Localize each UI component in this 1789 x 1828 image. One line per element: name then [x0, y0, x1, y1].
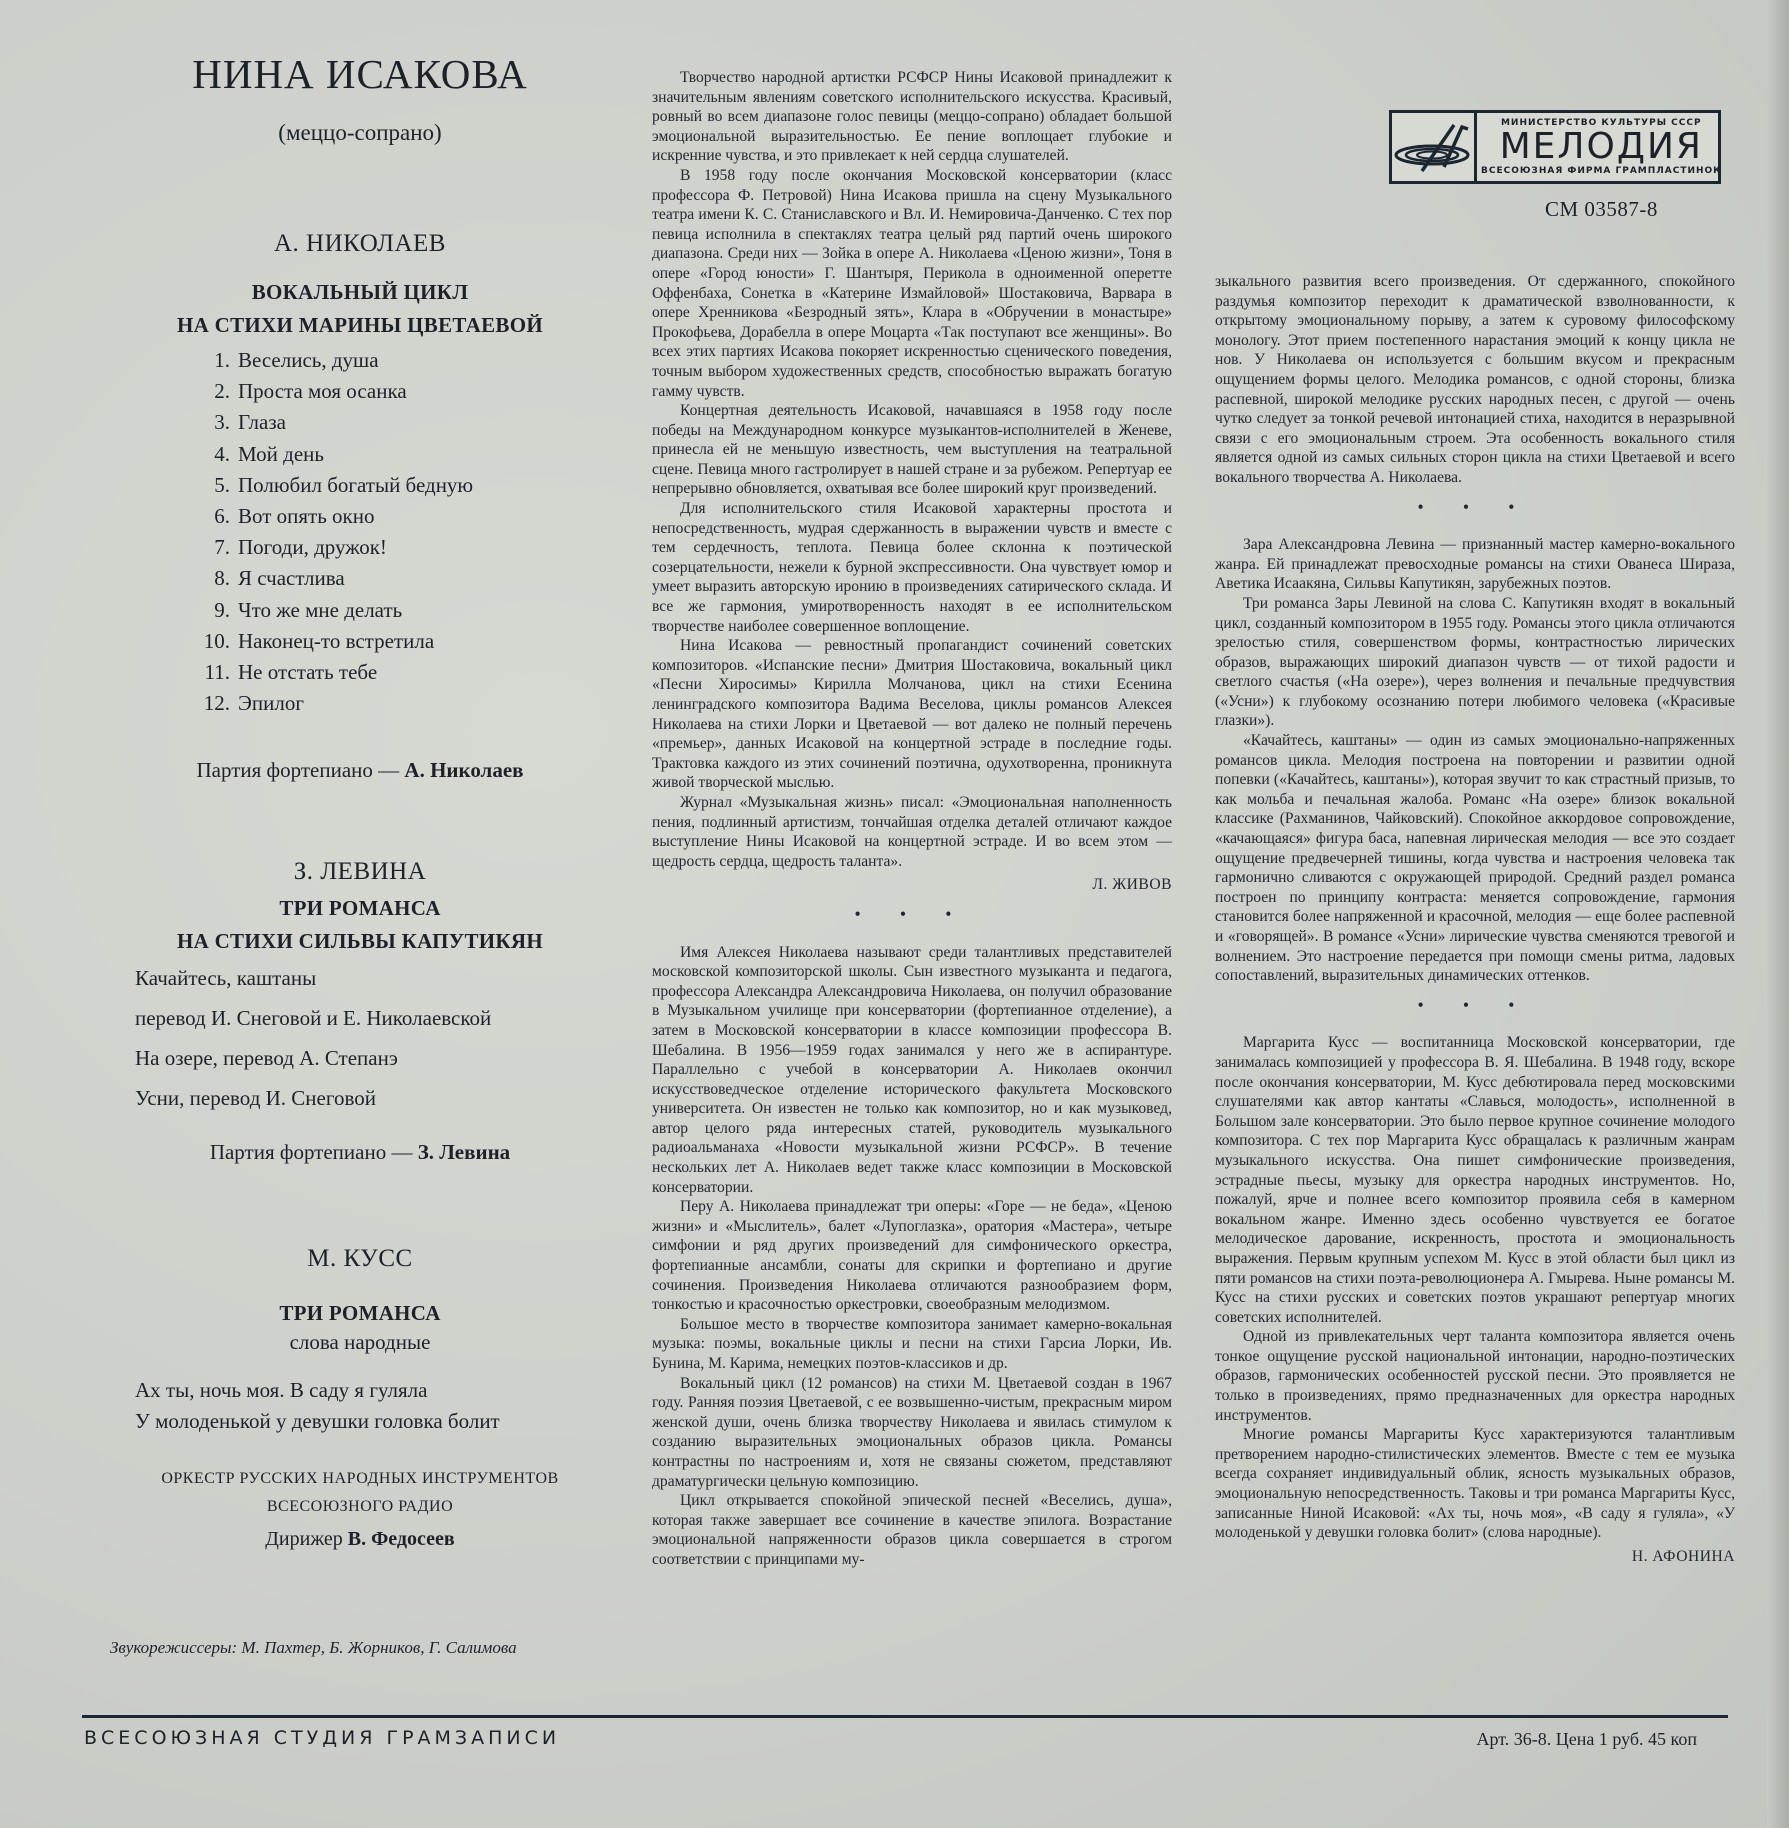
paragraph: Журнал «Музыкальная жизнь» писал: «Эмоциональная наполненность пения, подлинный артистизм, тончайшая отделка деталей отличают каждое выступление Нины Исаковой на концертной эстраде. И во всем этом — щедрость сердца, щедрость таланта». [652, 793, 1172, 870]
section-separator: • • • [1417, 996, 1533, 1014]
paragraph: Для исполнительского стиля Исаковой характерны простота и непосредственность, мудрая сдержанность в выражении чувств и вместе с тем сердечность, теплота. Певица более склонна к поэтической созерцательности, нежели к бурной экспрессивности. Она чувствует юмор и умеет выразить авторскую иронию в произведениях сатирического склада. И все же гармония, умиротворенность находят в ее исполнительском творчестве наиболее совершенное воплощение. [652, 500, 1172, 635]
lyrics-note: слова народные [289, 1330, 431, 1354]
track-item: 3. Глаза [214, 410, 286, 435]
track-item: 5. Полюбил богатый бедную [214, 472, 474, 497]
voice-type: (меццо-сопрано) [278, 120, 442, 145]
paragraph: зыкального развития всего произведения. От сдержанного, спокойного раздумья композитор переходит к драматической взволнованности, к открытому эмоциональному порыву, а затем к суровому философскому монологу. Этот прием постепенного нарастания эмоций к концу цикла не нов. У Николаева он используется с большим вкусом и прекрасным ощущением формы целого. Мелодика романсов, с одной стороны, близка распевной, широкой мелодике русских народных песен, с другой — очень чутко следует за тонкой речевой интонацией стиха, находится в неразрывной связи с его эмоциональным строем. Эта особенность вокального стиля является одной из самых сильных сторон цикла на стихи Цветаевой и всего вокального творчества А. Николаева. [1215, 273, 1735, 486]
song-item: Усни, перевод И. Снеговой [135, 1086, 376, 1110]
catalog-number: СМ 03587-8 [1545, 197, 1658, 221]
work-title-line: НА СТИХИ МАРИНЫ ЦВЕТАЕВОЙ [176, 313, 544, 337]
orchestra-credit: ОРКЕСТР РУССКИХ НАРОДНЫХ ИНСТРУМЕНТОВ ВСЕСОЮЗНОГО РАДИО [161, 1470, 559, 1515]
track-item: 2. Проста моя осанка [214, 379, 407, 404]
track-item: 6. Вот опять окно [214, 503, 375, 528]
paragraph: В 1958 году после окончания Московской консерватории (класс профессора Ф. Петровой) Нина Исакова пришла на сцену Музыкального театра имени К. С. Станиславского и Вл. И. Немировича-Данченко. С тех пор певица исполнила в спектаклях театра целый ряд партий очень широкого диапазона. Среди них — Зойка в опере А. Николаева «Ценою жизни», Тоня в опере «Город юности» Г. Шантыря, Перикола в одноименной оперетте Оффенбаха, Сонетка в «Катерине Измайловой» Шостаковича, Варвара в опере Хренникова «Безродный зять», Клара в «Обручении в монастыре» Прокофьева, Дорабелла в опере Моцарта «Так поступают все женщины». Во всех этих партиях Исакова покоряет искренностью сценического поведения, точным выбором художественных средств, способностью выражать богатую гамму чувств. [652, 166, 1172, 400]
paragraph: Большое место в творчестве композитора занимает камерно-вокальная музыка: поэмы, вокальные циклы и песни на стихи Гарсиа Лорки, Ив. Бунина, М. Карима, немецких поэтов-классиков и др. [652, 1315, 1172, 1372]
author-signature: Л. ЖИВОВ [1092, 876, 1172, 894]
track-item: 10. Наконец-то встретила [203, 628, 435, 653]
paragraph: Нина Исакова — ревностный пропагандист сочинений советских композиторов. «Испанские песни» Дмитрия Шостаковича, вокальный цикл «Песни Хиросимы» Кирилла Молчанова, цикл на стихи Есенина ленинградского композитора Вадима Веселова, циклы романсов Алексея Николаева на стихи Лорки и Цветаевой — вот далеко не полный перечень «премьер», данных Исаковой на концертной эстраде в последние годы. Трактовка каждого из этих сочинений поэтична, одухотворенна, проникнута живой творческой мыслью. [652, 637, 1172, 792]
song-item: У молоденькой у девушки головка болит [135, 1409, 500, 1433]
track-item: 7. Погоди, дружок! [214, 535, 387, 560]
artist-name: НИНА ИСАКОВА [192, 51, 528, 97]
work-title-line: ВОКАЛЬНЫЙ ЦИКЛ [251, 280, 469, 304]
paragraph: Зара Александровна Левина — признанный мастер камерно-вокального жанра. Ей принадлежат превосходные романсы на стихи Ованеса Шираза, Аветика Исаакяна, Сильвы Капутикян, зарубежных поэтов. [1215, 536, 1735, 593]
paragraph: Перу А. Николаева принадлежат три оперы: «Горе — не беда», «Ценою жизни» и «Мыслитель», балет «Лупоглазка», оратория «Мастера», четыре симфонии и ряд других произведений для симфонического оркестра, фортепианные ансамбли, сонаты для скрипки и фортепиано и другие сочинения. Произведения Николаева отличаются разнообразием форм, тонкостью и красочностью оркестровки, своеобразным мелодизмом. [652, 1198, 1172, 1314]
track-list [200, 345, 473, 719]
work-title-line: НА СТИХИ СИЛЬВЫ КАПУТИКЯН [176, 929, 544, 953]
price-info: Арт. 36-8. Цена 1 руб. 45 коп [1476, 1729, 1697, 1749]
track-item: 1. Веселись, душа [214, 348, 379, 372]
record-disc-icon [1392, 113, 1477, 181]
conductor-credit: Дирижер В. Федосеев [265, 1528, 455, 1550]
song-list-levina [135, 966, 491, 1126]
section-separator: • • • [1417, 498, 1533, 516]
track-item: 8. Я счастлива [214, 566, 345, 591]
paragraph: Концертная деятельность Исаковой, начавшаяся в 1958 году после победы на Международном конкурсе музыкантов-исполнителей в Женеве, принесла ей не меньшую известность, чем выступления на театральной сцене. Певица много гастролирует в нашей стране и за рубежом. Репертуар ее непрерывно обновляется, охватывая все более широкий круг произведений. [652, 402, 1172, 498]
liner-notes-right [1215, 272, 1735, 1566]
sleeve-edge [1767, 0, 1789, 1828]
track-item: 12. Эпилог [203, 691, 304, 716]
song-translator: перевод И. Снеговой и Е. Николаевской [135, 1006, 492, 1030]
song-item: На озере, перевод А. Степанэ [135, 1046, 398, 1070]
paragraph: Три романса Зары Левиной на слова С. Капутикян входят в вокальный цикл, созданный композитором в 1955 году. Романсы этого цикла отличаются зрелостью стиля, совершенством формы, контрастностью лирических образов, выражающих широкий диапазон чувств — от тихой радости и светлого счастья («На озере»), через волнения и печальные предчувствия («Усни») к глубокому осознанию потери любимого человека («Красивые глазки»). [1215, 594, 1735, 730]
piano-credit-nikolaev: Партия фортепиано — А. Николаев [196, 758, 524, 782]
work-title-nikolaev [100, 276, 620, 342]
work-title-levina [100, 892, 620, 958]
author-signature: Н. АФОНИНА [1631, 1547, 1735, 1565]
paragraph: Вокальный цикл (12 романсов) на стихи М. Цветаевой создан в 1967 году. Ранняя поэзия Цветаевой, с ее возвышенно-чистым, прекрасным миром женской души, очень близка творчеству Николаева и явилась стимулом к созданию выразительных эмоциональных образов цикла. Романсы контрастны по настроениям и, хотя не связаны сюжетом, представляют драматургически цельную композицию. [652, 1374, 1172, 1490]
paragraph: Маргарита Кусс — воспитанница Московской консерватории, где занималась композицией у профессора В. Я. Шебалина. В 1948 году, вскоре после окончания консерватории, М. Кусс дебютировала перед московскими слушателями как автор кантаты «Славься, молодость», исполненной в Большом зале консерватории. Это было первое крупное сочинение молодого композитора. С тех пор Маргарита Кусс обращалась к различным жанрам музыкального искусства. Она пишет симфонические произведения, эстрадные пьесы, музыку для оркестра народных инструментов. Но, пожалуй, ярче и полнее всего композитор проявила себя в камерном вокальном жанре. Именно здесь особенно чувствуется ее богатое мелодическое дарование, искренность, простота и эмоциональность выражения. Первым крупным успехом М. Кусс в этой области был цикл из пяти романсов на стихи поэта-революционера А. Гмырева. Ныне романсы М. Кусс на стихи русских и советских поэтов украшают репертуар многих советских исполнителей. [1215, 1034, 1735, 1326]
sound-engineers: Звукорежиссеры: М. Пахтер, Б. Жорников, Г. Салимова [110, 1638, 517, 1657]
studio-name: ВСЕСОЮЗНАЯ СТУДИЯ ГРАМЗАПИСИ [84, 1727, 561, 1749]
melodiya-logo [1389, 110, 1721, 184]
paragraph: Имя Алексея Николаева называют среди талантливых представителей московской композиторской школы. Сын известного музыканта и педагога, профессора Александра Александровича Николаева, он получил образование в Музыкальном училище при консерватории (фортепианное отделение), а затем в Московской консерватории в классе композиции профессора В. Шебалина. В 1956—1959 годах занимался у него же в аспирантуре. Параллельно с учебой в консерватории А. Николаев окончил искусствоведческое отделение исторического факультета Московского университета. Он известен не только как композитор, но и как музыковед, автор целого ряда интересных статей, руководитель музыкального радиоальманаха «Новости музыкальной жизни РСФСР». В течение нескольких лет А. Николаев ведет также класс композиции в Московской консерватории. [652, 943, 1172, 1196]
composer-kuss: М. КУСС [307, 1245, 413, 1272]
composer-levina: З. ЛЕВИНА [293, 858, 427, 885]
composer-nikolaev: А. НИКОЛАЕВ [274, 230, 446, 257]
song-item: Ах ты, ночь моя. В саду я гуляла [135, 1378, 428, 1402]
paragraph: «Качайтесь, каштаны» — один из самых эмоционально-напряженных романсов цикла. Мелодия построена на повторении и развитии одной попевки («Качайтесь, каштаны»), которая звучит то как страстный призыв, то как мольба и печальная жалоба. Романс «На озере» близок вокальной классике (Рахманинов, Чайковский). Спокойное аккордовое сопровождение, «качающаяся» фигура баса, напевная лирическая мелодия — все это создает ощущение предвечерней тишины, когда чувства и настроения человека так гармонично сливаются с окружающей природой. Средний раздел романса построен по принципу контраста: меняется сопровождение, гармония становится более напряженной и красочной, мелодия — еще более распевной и «говорящей». В романсе «Усни» лирические чувства сменяются тревогой и волнением. Это настроение передается при помощи смены ритма, ладовых сопоставлений, выразительных динамических оттенков. [1215, 732, 1735, 985]
paragraph: Цикл открывается спокойной эпической песней «Веселись, душа», которая также завершает все сочинение в качестве эпилога. Возрастание эмоциональной напряженности образов цикла совершается в строгом соответствии с принципами му- [652, 1492, 1172, 1568]
logo-wordmark: МИНИСТЕРСТВО КУЛЬТУРЫ СССР МЕЛОДИЯ ВСЕСОЮЗНАЯ ФИРМА ГРАМПЛАСТИНОК [1481, 118, 1722, 176]
track-item: 9. Что же мне делать [214, 597, 403, 622]
paragraph: Одной из привлекательных черт таланта композитора является очень тонкое ощущение русской национальной интонации, народно-поэтических образов, гармонических особенностей русской песни. Это проявляется не только в произведениях, прямо предназначенных для оркестра народных инструментов. [1215, 1328, 1735, 1424]
section-separator: • • • [854, 905, 970, 923]
paragraph: Многие романсы Маргариты Кусс характеризуются талантливым претворением народно-стилистических элементов. Вместе с тем ее музыка всегда сохраняет индивидуальный облик, ясность музыкальных образов, эмоциональную непосредственность. Таковы и три романса Маргариты Кусс, записанные Ниной Исаковой: «Ах ты, ночь моя», «В саду я гуляла», «У молоденькой у девушки головка болит» (слова народные). [1215, 1426, 1735, 1542]
song-list-kuss [135, 1378, 500, 1440]
track-item: 11. Не отстать тебе [204, 659, 378, 684]
footer-divider [82, 1715, 1728, 1718]
liner-notes-middle [652, 68, 1172, 1570]
piano-credit-levina: Партия фортепиано — З. Левина [209, 1140, 511, 1164]
paragraph: Творчество народной артистки РСФСР Нины Исаковой принадлежит к значительным явлениям советского исполнительского искусства. Красивый, ровный во всем диапазоне голос певицы (меццо-сопрано) обладает большой эмоциональной выразительностью. Ее пение воплощает глубокие и искренние чувства, и это привлекает к ней сердца слушателей. [652, 69, 1172, 165]
song-item: Качайтесь, каштаны [135, 966, 317, 990]
work-title-kuss: ТРИ РОМАНСА [279, 1301, 441, 1325]
work-title-line: ТРИ РОМАНСА [279, 896, 441, 920]
track-item: 4. Мой день [214, 441, 324, 466]
